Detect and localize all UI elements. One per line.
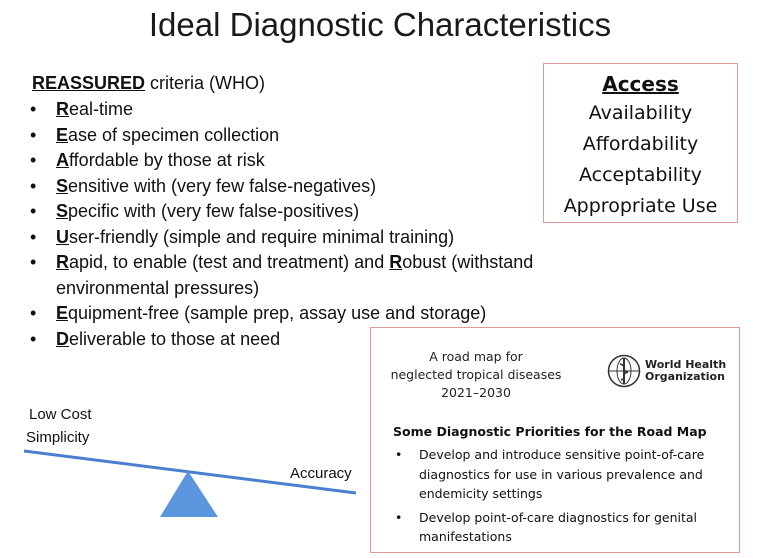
criteria-initial: E	[56, 124, 69, 145]
seesaw-fulcrum	[160, 471, 218, 517]
bullet: •	[30, 150, 37, 170]
bullet: •	[30, 99, 37, 119]
bullet: •	[395, 447, 403, 462]
bullet: •	[30, 252, 37, 272]
bullet: •	[395, 509, 403, 525]
access-item: Acceptability	[579, 164, 702, 186]
criteria-initial: U	[56, 226, 69, 247]
access-box	[543, 63, 738, 223]
criteria-text: ser-friendly (simple and require minimal training)	[69, 226, 455, 247]
low-cost-label: Low Cost	[29, 406, 92, 423]
access-item: Availability	[588, 102, 693, 124]
bullet: •	[30, 328, 37, 349]
criteria-initial: R	[389, 252, 403, 272]
who-emblem-icon	[607, 354, 641, 388]
criteria-text: apid, to enable (test and treatment) and	[69, 252, 390, 272]
criteria-text: ase of specimen collection	[68, 124, 280, 145]
criteria-keyword: REASSURED	[32, 73, 146, 93]
criteria-header-rest: criteria (WHO)	[145, 73, 266, 93]
roadmap-box	[370, 327, 740, 553]
priority-text: Develop point-of-care diagnostics for genital manifestations	[419, 509, 698, 544]
criteria-initial: R	[56, 252, 69, 272]
list-item	[393, 445, 728, 504]
criteria-text: eliverable to those at need	[69, 328, 281, 349]
bullet: •	[30, 124, 37, 145]
criteria-text: obust (withstand environmental pressures)	[56, 252, 534, 298]
bullet: •	[30, 226, 37, 247]
criteria-initial: S	[56, 201, 69, 221]
criteria-text: ffordable by those at risk	[69, 150, 265, 170]
access-title: Access	[602, 72, 679, 96]
bullet: •	[30, 201, 37, 221]
criteria-text: ensitive with (very few false-negatives)	[68, 175, 377, 196]
criteria-text: quipment-free (sample prep, assay use and storage)	[68, 303, 487, 323]
who-wordmark	[645, 359, 726, 383]
roadmap-heading-line: 2021–2030	[441, 385, 511, 400]
criteria-initial: A	[56, 150, 69, 170]
criteria-text: pecific with (very few false-positives)	[68, 201, 360, 221]
access-item: Appropriate Use	[563, 195, 718, 217]
accuracy-label: Accuracy	[290, 465, 352, 482]
who-name-line: Organization	[645, 370, 725, 383]
roadmap-heading	[371, 348, 581, 402]
bullet: •	[30, 303, 37, 323]
access-item: Affordability	[582, 133, 699, 155]
roadmap-heading-line: neglected tropical diseases	[390, 367, 562, 382]
priority-text: Develop and introduce sensitive point-of-care diagnostics for use in various prevalence and endemicity settings	[419, 447, 705, 501]
criteria-initial: D	[56, 328, 69, 349]
criteria-initial: E	[56, 303, 69, 323]
simplicity-label: Simplicity	[26, 429, 90, 446]
list-item	[393, 508, 728, 547]
priorities-title: Some Diagnostic Priorities for the Road Map	[393, 424, 707, 439]
criteria-text: eal-time	[69, 99, 134, 119]
criteria-initial: R	[56, 99, 69, 119]
who-name-line: World Health	[645, 358, 727, 371]
bullet: •	[30, 175, 37, 196]
slide-title: Ideal Diagnostic Characteristics	[148, 6, 612, 43]
criteria-initial: S	[56, 175, 69, 196]
roadmap-heading-line: A road map for	[429, 349, 523, 364]
priorities-list	[393, 445, 728, 551]
